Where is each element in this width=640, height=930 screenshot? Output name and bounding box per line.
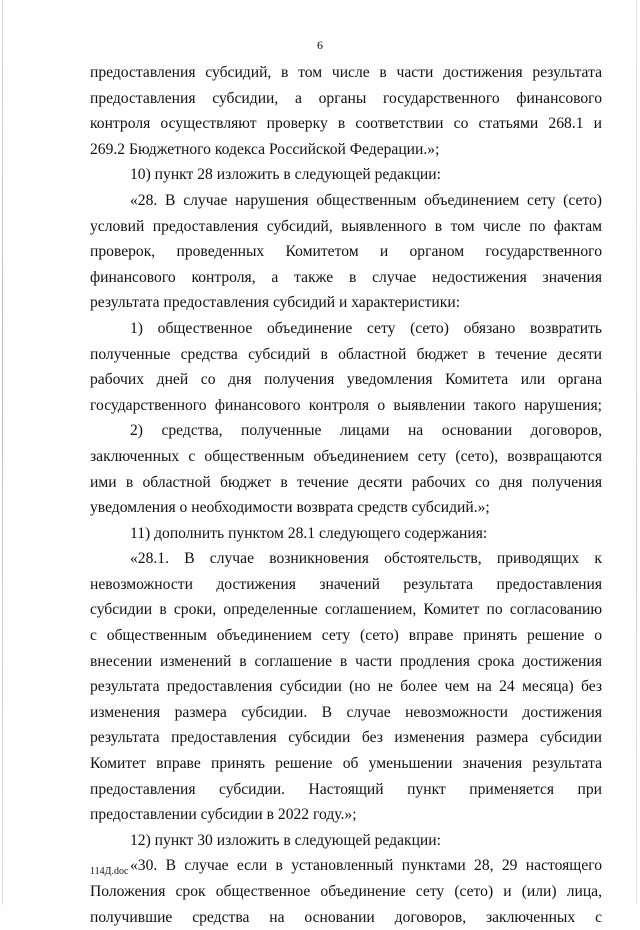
text-line: полученные средства субсидий в областной бюджет в течение десяти bbox=[90, 345, 602, 363]
text-line: предоставления субсидий, в том числе в части достижения результата bbox=[90, 64, 602, 81]
text-line: предоставления субсидии, а органы государственного финансового bbox=[90, 89, 602, 107]
text-line: ими в областной бюджет в течение десяти рабочих со дня получения bbox=[90, 473, 602, 491]
page-number: 6 bbox=[317, 38, 323, 52]
text-line: субсидии в сроки, определенные соглашением, Комитет по согласованию bbox=[90, 601, 602, 619]
text-line: результата предоставления субсидии (но не более чем на 24 месяца) без bbox=[90, 678, 602, 696]
body-text bbox=[90, 60, 602, 930]
text-line: изменения размера субсидии. В случае невозможности достижения bbox=[90, 703, 602, 721]
text-line: результата предоставления субсидий и характеристики: bbox=[90, 294, 461, 312]
text-line: государственного финансового контроля о выявлении такого нарушения; bbox=[90, 396, 602, 414]
text-line: заключенных с общественным объединением сету (сето), возвращаются bbox=[90, 447, 602, 465]
text-line: получившие средства на основании договоров, заключенных с bbox=[90, 908, 602, 926]
text-line: финансового контроля, а также в случае недостижения значения bbox=[90, 268, 602, 286]
text-line: невозможности достижения значений результата предоставления bbox=[90, 575, 602, 593]
footer-filename: 114Д.doc bbox=[90, 866, 129, 877]
text-line: предоставлении субсидии в 2022 году.»; bbox=[90, 806, 357, 824]
text-line: 1) общественное объединение сету (сето) обязано возвратить bbox=[130, 319, 602, 337]
text-line: предоставления субсидии. Настоящий пункт применяется при bbox=[90, 780, 602, 798]
text-line: внесении изменений в соглашение в части продления срока достижения bbox=[90, 652, 602, 670]
text-line: 2) средства, полученные лицами на основании договоров, bbox=[130, 422, 602, 440]
text-line: 10) пункт 28 изложить в следующей редакции: bbox=[130, 166, 441, 184]
text-line: «28.1. В случае возникновения обстоятельств, приводящих к bbox=[130, 550, 602, 568]
text-line: «30. В случае если в установленный пунктами 28, 29 настоящего bbox=[130, 857, 602, 875]
text-line: Комитет вправе принять решение об уменьшении значения результата bbox=[90, 755, 602, 773]
text-line: уведомления о необходимости возврата средств субсидий.»; bbox=[90, 499, 490, 517]
text-line: 269.2 Бюджетного кодекса Российской Федерации.»; bbox=[90, 140, 440, 158]
text-line: 11) дополнить пунктом 28.1 следующего содержания: bbox=[130, 524, 488, 542]
text-line: 12) пункт 30 изложить в следующей редакции: bbox=[130, 831, 441, 849]
scan-edge-left bbox=[2, 0, 3, 905]
text-line: результата предоставления субсидии без изменения размера субсидии bbox=[90, 729, 602, 747]
text-line: проверок, проведенных Комитетом и органом государственного bbox=[90, 243, 602, 261]
text-line: рабочих дней со дня получения уведомления Комитета или органа bbox=[90, 371, 602, 389]
text-line: контроля осуществляют проверку в соответствии со статьями 268.1 и bbox=[90, 115, 602, 133]
scan-edge-right bbox=[636, 0, 637, 905]
text-line: условий предоставления субсидий, выявленного в том числе по фактам bbox=[90, 217, 602, 235]
text-line: Положения срок общественное объединение сету (сето) и (или) лица, bbox=[90, 883, 602, 900]
text-line: с общественным объединением сету (сето) вправе принять решение о bbox=[90, 627, 602, 645]
text-line: «28. В случае нарушения общественным объединением сету (сето) bbox=[130, 191, 602, 209]
